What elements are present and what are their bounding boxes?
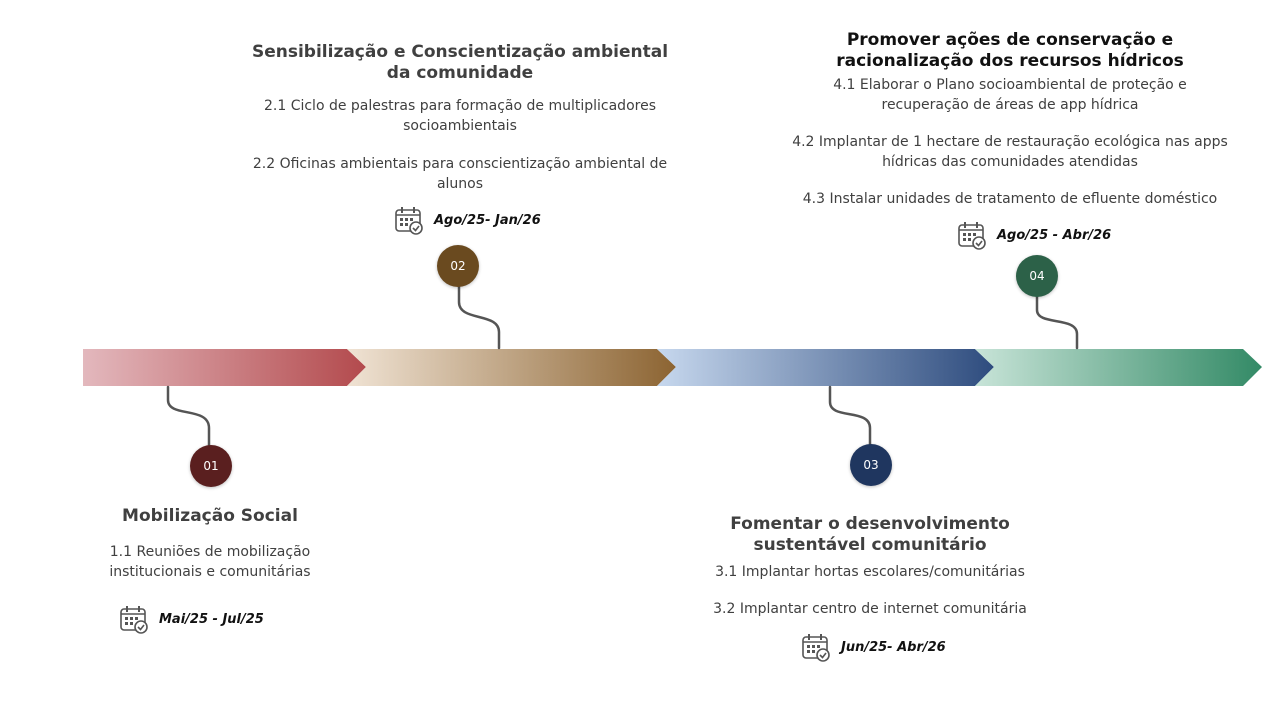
step-circle-04: 04 (1016, 255, 1058, 297)
phase-2-item-1: 2.1 Ciclo de palestras para formação de multiplicadores socioambientais (263, 98, 656, 134)
phase-1-dates (119, 604, 264, 634)
phase-4-title: Promover ações de conservação e racionalização dos recursos hídricos (836, 30, 1184, 71)
phase-4-item-3: 4.3 Instalar unidades de tratamento de efluente doméstico (802, 191, 1218, 207)
phase-2-title: Sensibilização e Conscientização ambiental da comunidade (251, 42, 669, 83)
step-circle-01: 01 (190, 445, 232, 487)
phase-1-title: Mobilização Social (122, 506, 298, 526)
phase-1-item-1: 1.1 Reuniões de mobilização institucionais e comunitárias (109, 544, 311, 580)
step-circle-02: 02 (437, 245, 479, 287)
calendar-check-icon (119, 604, 149, 634)
timeline-segment-1 (83, 349, 366, 386)
timeline-segment-2 (347, 349, 676, 386)
timeline-segment-4 (975, 349, 1262, 386)
phase-2-block (240, 42, 680, 194)
step-circle-03: 03 (850, 444, 892, 486)
phase-1-date-range: Mai/25 - Jul/25 (159, 611, 264, 627)
phase-4-block (790, 30, 1230, 209)
connector-2 (459, 285, 499, 348)
phase-3-item-2: 3.2 Implantar centro de internet comunitária (713, 601, 1027, 617)
phase-1-block (90, 506, 330, 582)
phase-3-dates (801, 632, 946, 662)
phase-2-date-range: Ago/25- Jan/26 (434, 212, 541, 228)
calendar-check-icon (801, 632, 831, 662)
phase-4-item-2: 4.2 Implantar de 1 hectare de restauração ecológica nas apps hídricas das comunidades atendidas (792, 134, 1228, 170)
phase-4-item-1: 4.1 Elaborar o Plano socioambiental de proteção e recuperação de áreas de app hídrica (833, 77, 1187, 113)
connector-4 (1037, 295, 1077, 348)
phase-4-dates (957, 220, 1111, 250)
phase-4-date-range: Ago/25 - Abr/26 (997, 227, 1112, 243)
connector-1 (168, 387, 209, 445)
calendar-check-icon (957, 220, 987, 250)
phase-2-item-2: 2.2 Oficinas ambientais para conscientização ambiental de alunos (252, 156, 668, 192)
phase-3-block (680, 514, 1060, 619)
phase-3-item-1: 3.1 Implantar hortas escolares/comunitárias (715, 564, 1025, 580)
phase-3-title: Fomentar o desenvolvimento sustentável comunitário (730, 514, 1010, 555)
phase-3-date-range: Jun/25- Abr/26 (841, 639, 946, 655)
timeline-segment-3 (657, 349, 994, 386)
calendar-check-icon (394, 205, 424, 235)
connector-3 (830, 387, 870, 445)
phase-2-dates (394, 205, 541, 235)
